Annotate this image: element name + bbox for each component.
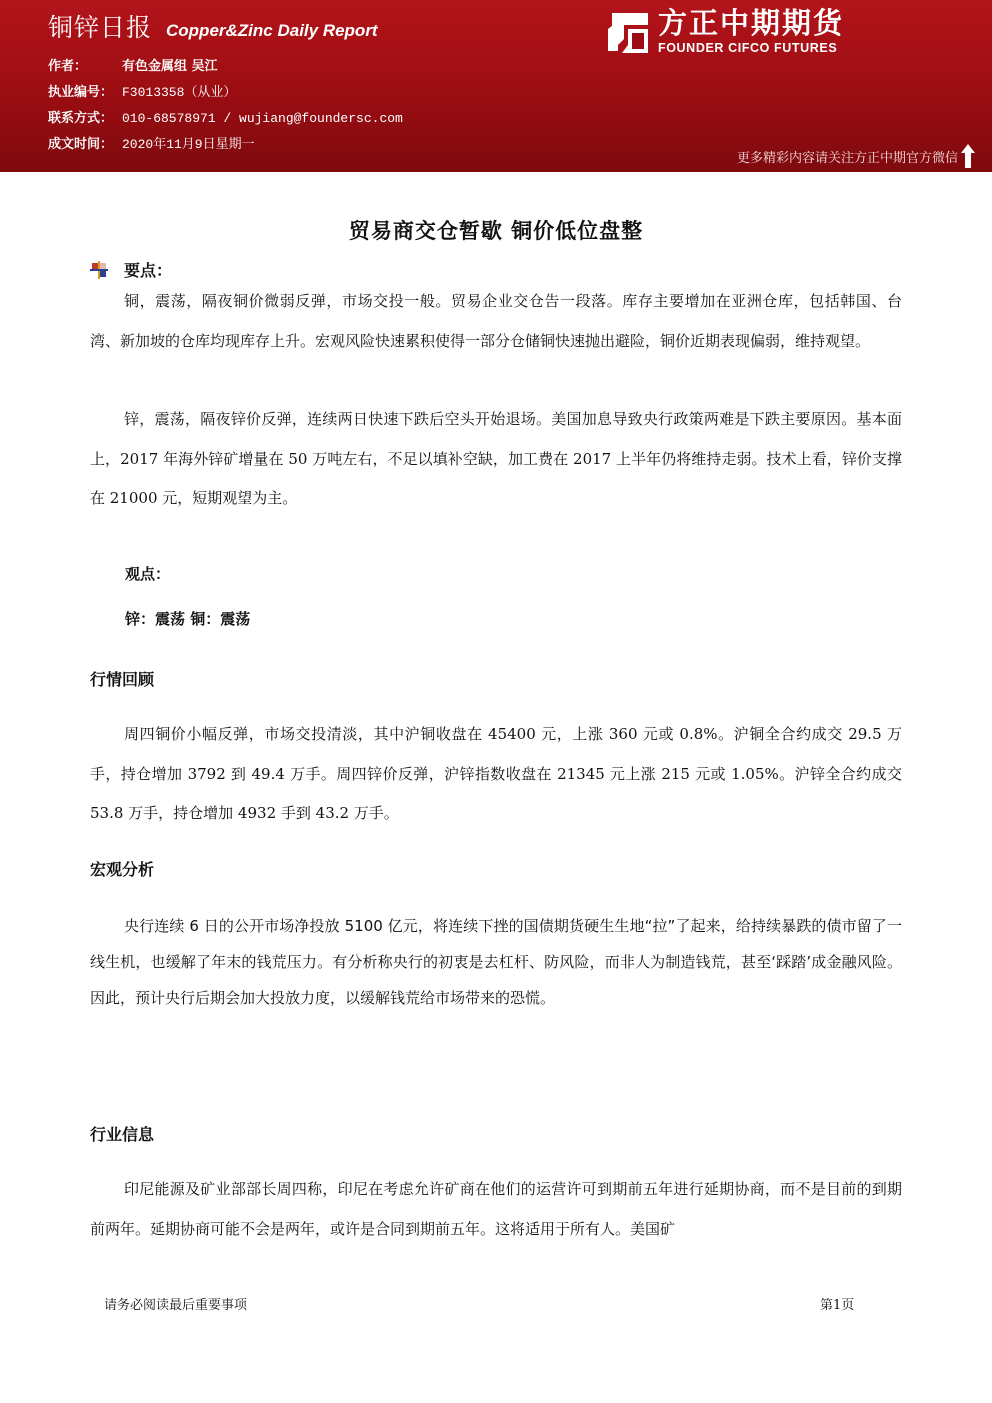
up-arrow-icon bbox=[960, 143, 976, 169]
keypoint-copper: 铜，震荡，隔夜铜价微弱反弹，市场交投一般。贸易企业交仓告一段落。库存主要增加在亚洲仓库，包括韩国、台湾、新加坡的仓库均现库存上升。宏观风险快速累积使得一部分仓储铜快速抛出避险，铜价近期表现偏弱，维持观望。 bbox=[90, 292, 902, 350]
wechat-note-text: 更多精彩内容请关注方正中期官方微信 bbox=[736, 150, 958, 166]
meta-contact bbox=[48, 106, 403, 132]
section-heading-industry: 行业信息 bbox=[90, 1125, 155, 1144]
meta-key: 执业编号： bbox=[48, 85, 114, 100]
footer-notice: 请务必阅读最后重要事项 bbox=[104, 1298, 248, 1313]
meta-key: 成文时间： bbox=[48, 137, 114, 152]
meta-value: 2020年11月9日星期一 bbox=[122, 137, 255, 152]
document-title: 贸易商交仓暂歇 铜价低位盘整 bbox=[348, 219, 644, 243]
wechat-note bbox=[737, 143, 976, 169]
meta-date bbox=[48, 132, 403, 158]
logo-text-cn: 方正中期期货 bbox=[658, 6, 845, 40]
meta-author bbox=[48, 54, 403, 80]
section-heading-market-review: 行情回顾 bbox=[90, 670, 155, 689]
page-number: 第1页 bbox=[820, 1298, 855, 1313]
view-text: 锌：震荡 铜：震荡 bbox=[125, 610, 251, 628]
keypoint-zinc: 锌，震荡，隔夜锌价反弹，连续两日快速下跌后空头开始退场。美国加息导致央行政策两难是下跌主要原因。基本面上，2017 年海外锌矿增量在 50 万吨左右，不足以填补空缺，加工费在 2017 上半年仍将维持走弱。技术上看，锌价支撑在 21000 元，短期观望为主。 bbox=[90, 410, 902, 507]
company-logo bbox=[604, 6, 844, 55]
report-title-en: Copper&Zinc Daily Report bbox=[166, 21, 378, 40]
view-label: 观点： bbox=[125, 565, 171, 583]
meta-value: 010-68578971 / wujiang@foundersc.com bbox=[122, 111, 403, 126]
report-title-cn: 铜锌日报 bbox=[48, 13, 153, 42]
bullet-icon bbox=[90, 261, 108, 279]
section-text-macro: 央行连续 6 日的公开市场净投放 5100 亿元，将连续下挫的国债期货硬生生地“拉”了起来，给持续暴跌的债市留了一线生机，也缓解了年末的钱荒压力。有分析称央行的初衷是去杠杆、防风险，而非人为制造钱荒，甚至‘踩踏’成金融风险。因此，预计央行后期会加大投放力度，以缓解钱荒给市场带来的恐慌。 bbox=[90, 917, 902, 1007]
logo-text-en: FOUNDER CIFCO FUTURES bbox=[658, 41, 838, 55]
report-header bbox=[0, 0, 992, 172]
meta-value: 有色金属组 吴江 bbox=[122, 59, 218, 74]
report-title-block bbox=[48, 8, 378, 44]
meta-value: F3013358（从业） bbox=[122, 85, 237, 100]
keypoints-heading bbox=[90, 258, 172, 281]
section-text-industry: 印尼能源及矿业部部长周四称，印尼在考虑允许矿商在他们的运营许可到期前五年进行延期协商，而不是目前的到期前两年。延期协商可能不会是两年，或许是合同到期前五年。这将适用于所有人。美国矿 bbox=[90, 1180, 902, 1238]
meta-key: 联系方式： bbox=[48, 111, 114, 126]
section-heading-macro: 宏观分析 bbox=[90, 860, 155, 879]
founder-logo-icon bbox=[604, 9, 650, 55]
author-meta bbox=[48, 54, 403, 158]
meta-key: 作者： bbox=[48, 59, 88, 74]
meta-license bbox=[48, 80, 403, 106]
section-text-market-review: 周四铜价小幅反弹，市场交投清淡，其中沪铜收盘在 45400 元，上涨 360 元或 0.8%。沪铜全合约成交 29.5 万手，持仓增加 3792 到 49.4 万手。周四锌价反弹，沪锌指数收盘在 21345 元上涨 215 元或 1.05%。沪锌全合约成交 53.8 万手，持仓增加 4932 手到 43.2 万手。 bbox=[90, 725, 902, 822]
keypoints-label: 要点： bbox=[124, 261, 173, 280]
